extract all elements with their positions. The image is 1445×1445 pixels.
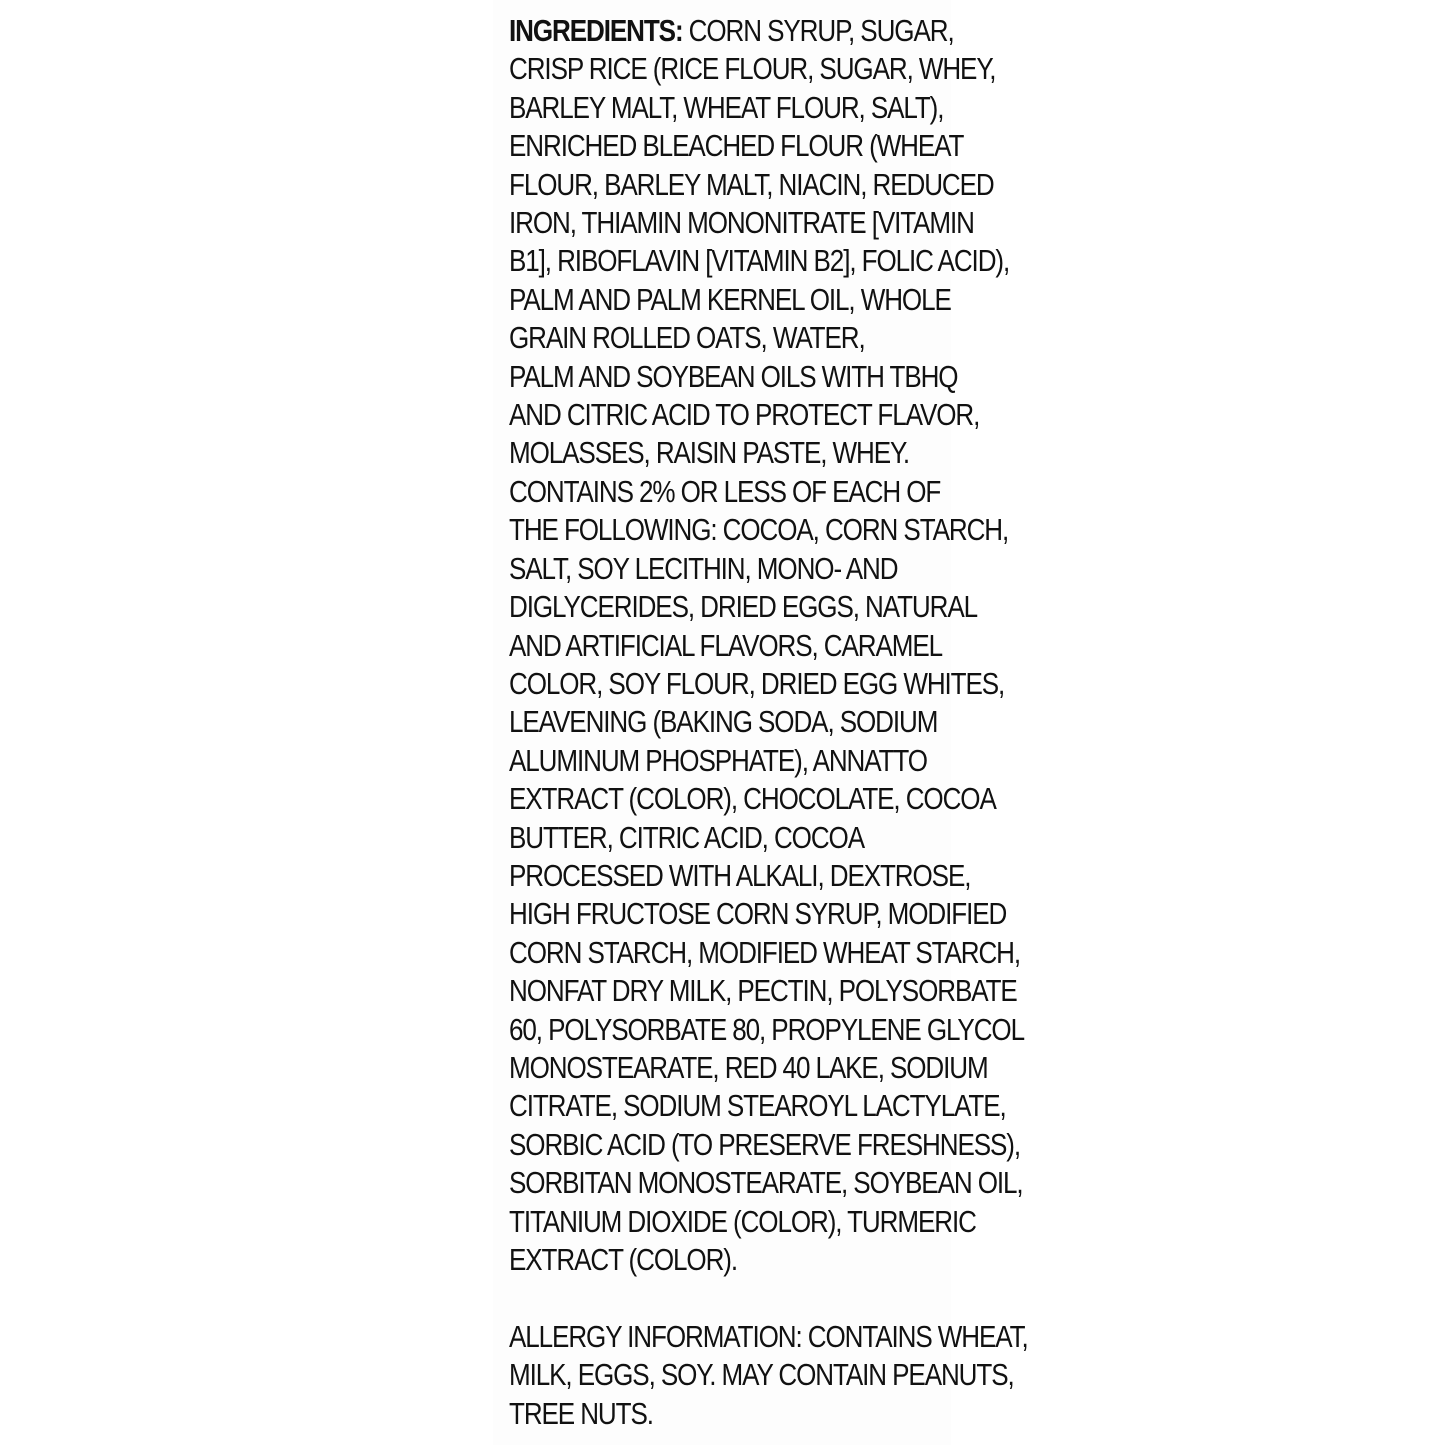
- ingredients-line: DIGLYCERIDES, DRIED EGGS, NATURAL: [509, 589, 977, 625]
- ingredients-line: THE FOLLOWING: COCOA, CORN STARCH,: [509, 512, 1009, 548]
- ingredients-line: AND ARTIFICIAL FLAVORS, CARAMEL: [509, 627, 943, 663]
- ingredients-line: COLOR, SOY FLOUR, DRIED EGG WHITES,: [509, 665, 1005, 701]
- ingredients-line: 60, POLYSORBATE 80, PROPYLENE GLYCOL: [509, 1011, 1024, 1047]
- ingredients-line: FLOUR, BARLEY MALT, NIACIN, REDUCED: [509, 166, 994, 202]
- allergy-line: ALLERGY INFORMATION: CONTAINS WHEAT,: [509, 1318, 1028, 1354]
- ingredients-line: CRISP RICE (RICE FLOUR, SUGAR, WHEY,: [509, 51, 996, 87]
- ingredients-line: CORN STARCH, MODIFIED WHEAT STARCH,: [509, 934, 1021, 970]
- ingredients-line: IRON, THIAMIN MONONITRATE [VITAMIN: [509, 205, 974, 241]
- ingredients-line: HIGH FRUCTOSE CORN SYRUP, MODIFIED: [509, 896, 1007, 932]
- ingredients-line: CORN SYRUP, SUGAR,: [682, 13, 954, 48]
- ingredients-heading: INGREDIENTS:: [509, 13, 683, 48]
- ingredients-line: ALUMINUM PHOSPHATE), ANNATTO: [509, 742, 927, 778]
- ingredients-line: B1], RIBOFLAVIN [VITAMIN B2], FOLIC ACID),: [509, 243, 1010, 279]
- ingredients-line: LEAVENING (BAKING SODA, SODIUM: [509, 704, 938, 740]
- ingredients-line: EXTRACT (COLOR), CHOCOLATE, COCOA: [509, 781, 996, 817]
- allergy-line: TREE NUTS.: [509, 1395, 653, 1431]
- ingredients-line: SORBIC ACID (TO PRESERVE FRESHNESS),: [509, 1126, 1021, 1162]
- ingredients-line: SORBITAN MONOSTEARATE, SOYBEAN OIL,: [509, 1165, 1023, 1201]
- ingredients-line: PALM AND SOYBEAN OILS WITH TBHQ: [509, 358, 958, 394]
- ingredients-line: ENRICHED BLEACHED FLOUR (WHEAT: [509, 128, 964, 164]
- ingredients-line: GRAIN ROLLED OATS, WATER,: [509, 320, 865, 356]
- ingredients-line: PROCESSED WITH ALKALI, DEXTROSE,: [509, 857, 971, 893]
- ingredients-line: AND CITRIC ACID TO PROTECT FLAVOR,: [509, 397, 980, 433]
- ingredients-line: BUTTER, CITRIC ACID, COCOA: [509, 819, 865, 855]
- ingredients-line: MOLASSES, RAISIN PASTE, WHEY.: [509, 435, 910, 471]
- ingredients-line: CONTAINS 2% OR LESS OF EACH OF: [509, 473, 941, 509]
- ingredients-line: MONOSTEARATE, RED 40 LAKE, SODIUM: [509, 1049, 988, 1085]
- ingredients-line: NONFAT DRY MILK, PECTIN, POLYSORBATE: [509, 973, 1017, 1009]
- ingredients-line: BARLEY MALT, WHEAT FLOUR, SALT),: [509, 89, 944, 125]
- ingredients-line: CITRATE, SODIUM STEAROYL LACTYLATE,: [509, 1088, 1006, 1124]
- ingredients-line: PALM AND PALM KERNEL OIL, WHOLE: [509, 281, 951, 317]
- ingredients-label: [509, 12, 1028, 1433]
- ingredients-line: SALT, SOY LECITHIN, MONO- AND: [509, 550, 898, 586]
- ingredients-first-line: [509, 12, 954, 50]
- allergy-line: MILK, EGGS, SOY. MAY CONTAIN PEANUTS,: [509, 1357, 1014, 1393]
- section-gap: [509, 1279, 946, 1317]
- ingredients-line: EXTRACT (COLOR).: [509, 1242, 738, 1277]
- ingredients-line: TITANIUM DIOXIDE (COLOR), TURMERIC: [509, 1203, 976, 1239]
